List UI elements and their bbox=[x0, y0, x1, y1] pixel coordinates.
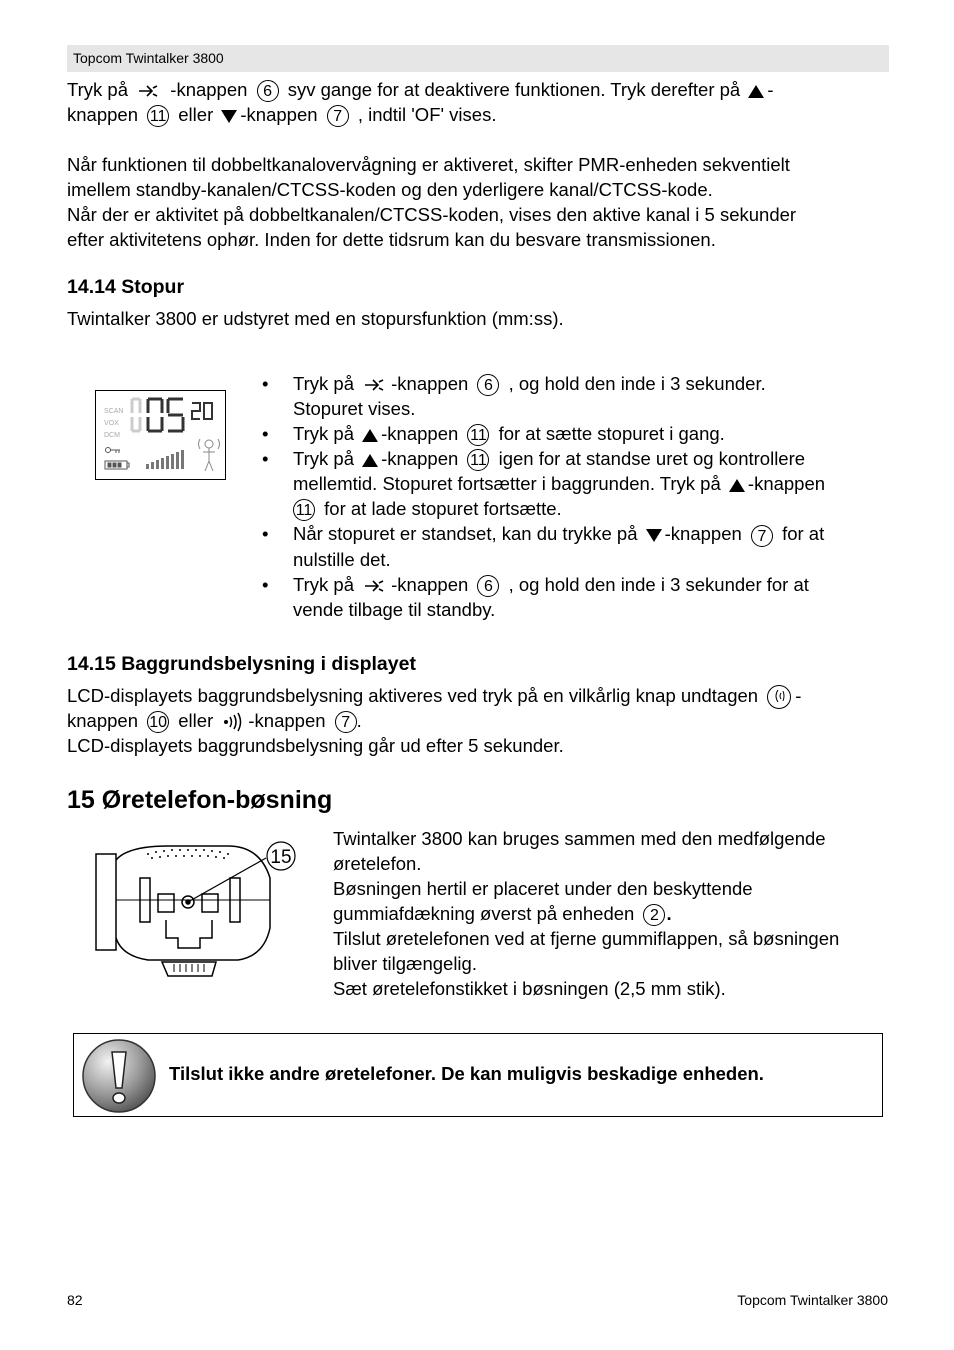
page-header bbox=[67, 45, 889, 72]
heading-15: 15 Øretelefon-bøsning bbox=[67, 786, 333, 814]
call-button-icon bbox=[766, 684, 792, 710]
callout-7: 7 bbox=[751, 525, 773, 547]
lcd-vox-label: VOX bbox=[104, 420, 119, 427]
stopwatch-intro: Twintalker 3800 er udstyret med en stopursfunktion (mm:ss). bbox=[67, 308, 564, 329]
up-arrow-icon bbox=[729, 479, 745, 492]
callout-11: 11 bbox=[467, 449, 489, 471]
warning-text: Tilslut ikke andre øretelefoner. De kan muligvis beskadige enheden. bbox=[169, 1063, 764, 1084]
callout-7: 7 bbox=[327, 105, 349, 127]
para-line-1: Når funktionen til dobbeltkanalovervågning er aktiveret, skifter PMR-enheden sekventielt bbox=[67, 154, 790, 175]
earphone-line-5: Tilslut øretelefonen ved at fjerne gummiflappen, så bøsningen bbox=[333, 928, 840, 949]
down-arrow-icon bbox=[646, 529, 662, 542]
callout-2: 2 bbox=[643, 904, 665, 926]
lcd-key-icon bbox=[106, 448, 121, 454]
callout-6: 6 bbox=[477, 374, 499, 396]
lcd-battery-icon bbox=[105, 461, 129, 469]
bullet-item: • Tryk på -knappen 6 , og hold den inde i 3 sekunder. Stopuret vises. bbox=[262, 373, 766, 420]
header-title: Topcom Twintalker 3800 bbox=[73, 50, 224, 66]
menu-arrow-icon bbox=[362, 376, 388, 394]
earphone-line-6: bliver tilgængelig. bbox=[333, 953, 477, 974]
stopwatch-bullet-list bbox=[262, 371, 882, 622]
intro-line-1: Tryk på -knappen 6 syv gange for at deaktivere funktionen. Tryk derefter på - bbox=[67, 79, 774, 101]
bullet-item: • Når stopuret er standset, kan du trykke på -knappen 7 for at nulstille det. bbox=[262, 523, 825, 570]
earphone-drawing bbox=[88, 838, 300, 988]
warning-box bbox=[73, 1033, 883, 1117]
lcd-drawing bbox=[96, 391, 225, 479]
lcd-small-digits bbox=[192, 403, 212, 419]
earphone-line-1: Twintalker 3800 kan bruges sammen med den medfølgende bbox=[333, 828, 826, 849]
bullet-item: • Tryk på -knappen 11 for at sætte stopuret i gang. bbox=[262, 423, 725, 445]
lcd-dcm-label: DCM bbox=[104, 432, 120, 439]
monitor-button-icon bbox=[221, 712, 245, 732]
menu-arrow-icon bbox=[136, 82, 162, 100]
backlight-line-3: LCD-displayets baggrundsbelysning går ud efter 5 sekunder. bbox=[67, 735, 564, 756]
lcd-signal-bars bbox=[146, 450, 184, 469]
bullet-item: • Tryk på -knappen 6 , og hold den inde i 3 sekunder for at vende tilbage til standby. bbox=[262, 573, 809, 620]
callout-11: 11 bbox=[147, 105, 169, 127]
earphone-jack-illustration bbox=[88, 838, 300, 988]
callout-15: 15 bbox=[270, 847, 292, 868]
callout-6: 6 bbox=[257, 80, 279, 102]
backlight-line-1: LCD-displayets baggrundsbelysning aktiveres ved tryk på en vilkårlig knap undtagen - bbox=[67, 683, 897, 710]
para-line-3: Når der er aktivitet på dobbeltkanalen/CTCSS-koden, vises den aktive kanal i 5 sekunder bbox=[67, 204, 797, 225]
callout-6: 6 bbox=[477, 575, 499, 597]
para-line-4: efter aktivitetens ophør. Inden for dette tidsrum kan du besvare transmissionen. bbox=[67, 229, 716, 250]
warning-exclamation-icon bbox=[81, 1038, 157, 1114]
lcd-person-icon bbox=[199, 439, 220, 471]
intro-line-2: knappen 11 eller -knappen 7 , indtil 'OF' vises. bbox=[67, 104, 497, 126]
up-arrow-icon bbox=[362, 429, 378, 442]
para-line-2: imellem standby-kanalen/CTCSS-koden og den yderligere kanal/CTCSS-kode. bbox=[67, 179, 713, 200]
heading-14-14: 14.14 Stopur bbox=[67, 276, 185, 298]
footer-title: Topcom Twintalker 3800 bbox=[737, 1292, 888, 1308]
menu-arrow-icon bbox=[362, 577, 388, 595]
lcd-big-digits bbox=[132, 399, 183, 431]
callout-11: 11 bbox=[467, 424, 489, 446]
earphone-line-4: gummiafdækning øverst på enheden 2 . bbox=[333, 903, 672, 925]
lcd-display-illustration bbox=[95, 390, 226, 480]
callout-11: 11 bbox=[293, 499, 315, 521]
earphone-line-2: øretelefon. bbox=[333, 853, 422, 874]
bullet-item: • Tryk på -knappen 11 igen for at standse uret og kontrollere mellemtid. Stopuret fortsætter i baggrunden. Tryk på -knappen 11 for at lade stopuret fortsætte. bbox=[262, 448, 826, 520]
speaker-grille-dots bbox=[147, 849, 229, 859]
backlight-line-2: knappen 10 eller -knappen 7 . bbox=[67, 710, 362, 732]
earphone-line-3: Bøsningen hertil er placeret under den beskyttende bbox=[333, 878, 753, 899]
callout-10: 10 bbox=[147, 711, 169, 733]
up-arrow-icon bbox=[748, 85, 764, 98]
callout-7: 7 bbox=[335, 711, 357, 733]
up-arrow-icon bbox=[362, 454, 378, 467]
down-arrow-icon bbox=[221, 110, 237, 123]
heading-14-15: 14.15 Baggrundsbelysning i displayet bbox=[67, 653, 416, 675]
page-number: 82 bbox=[67, 1292, 83, 1308]
earphone-line-7: Sæt øretelefonstikket i bøsningen (2,5 mm stik). bbox=[333, 978, 726, 999]
lcd-scan-label: SCAN bbox=[104, 408, 124, 415]
